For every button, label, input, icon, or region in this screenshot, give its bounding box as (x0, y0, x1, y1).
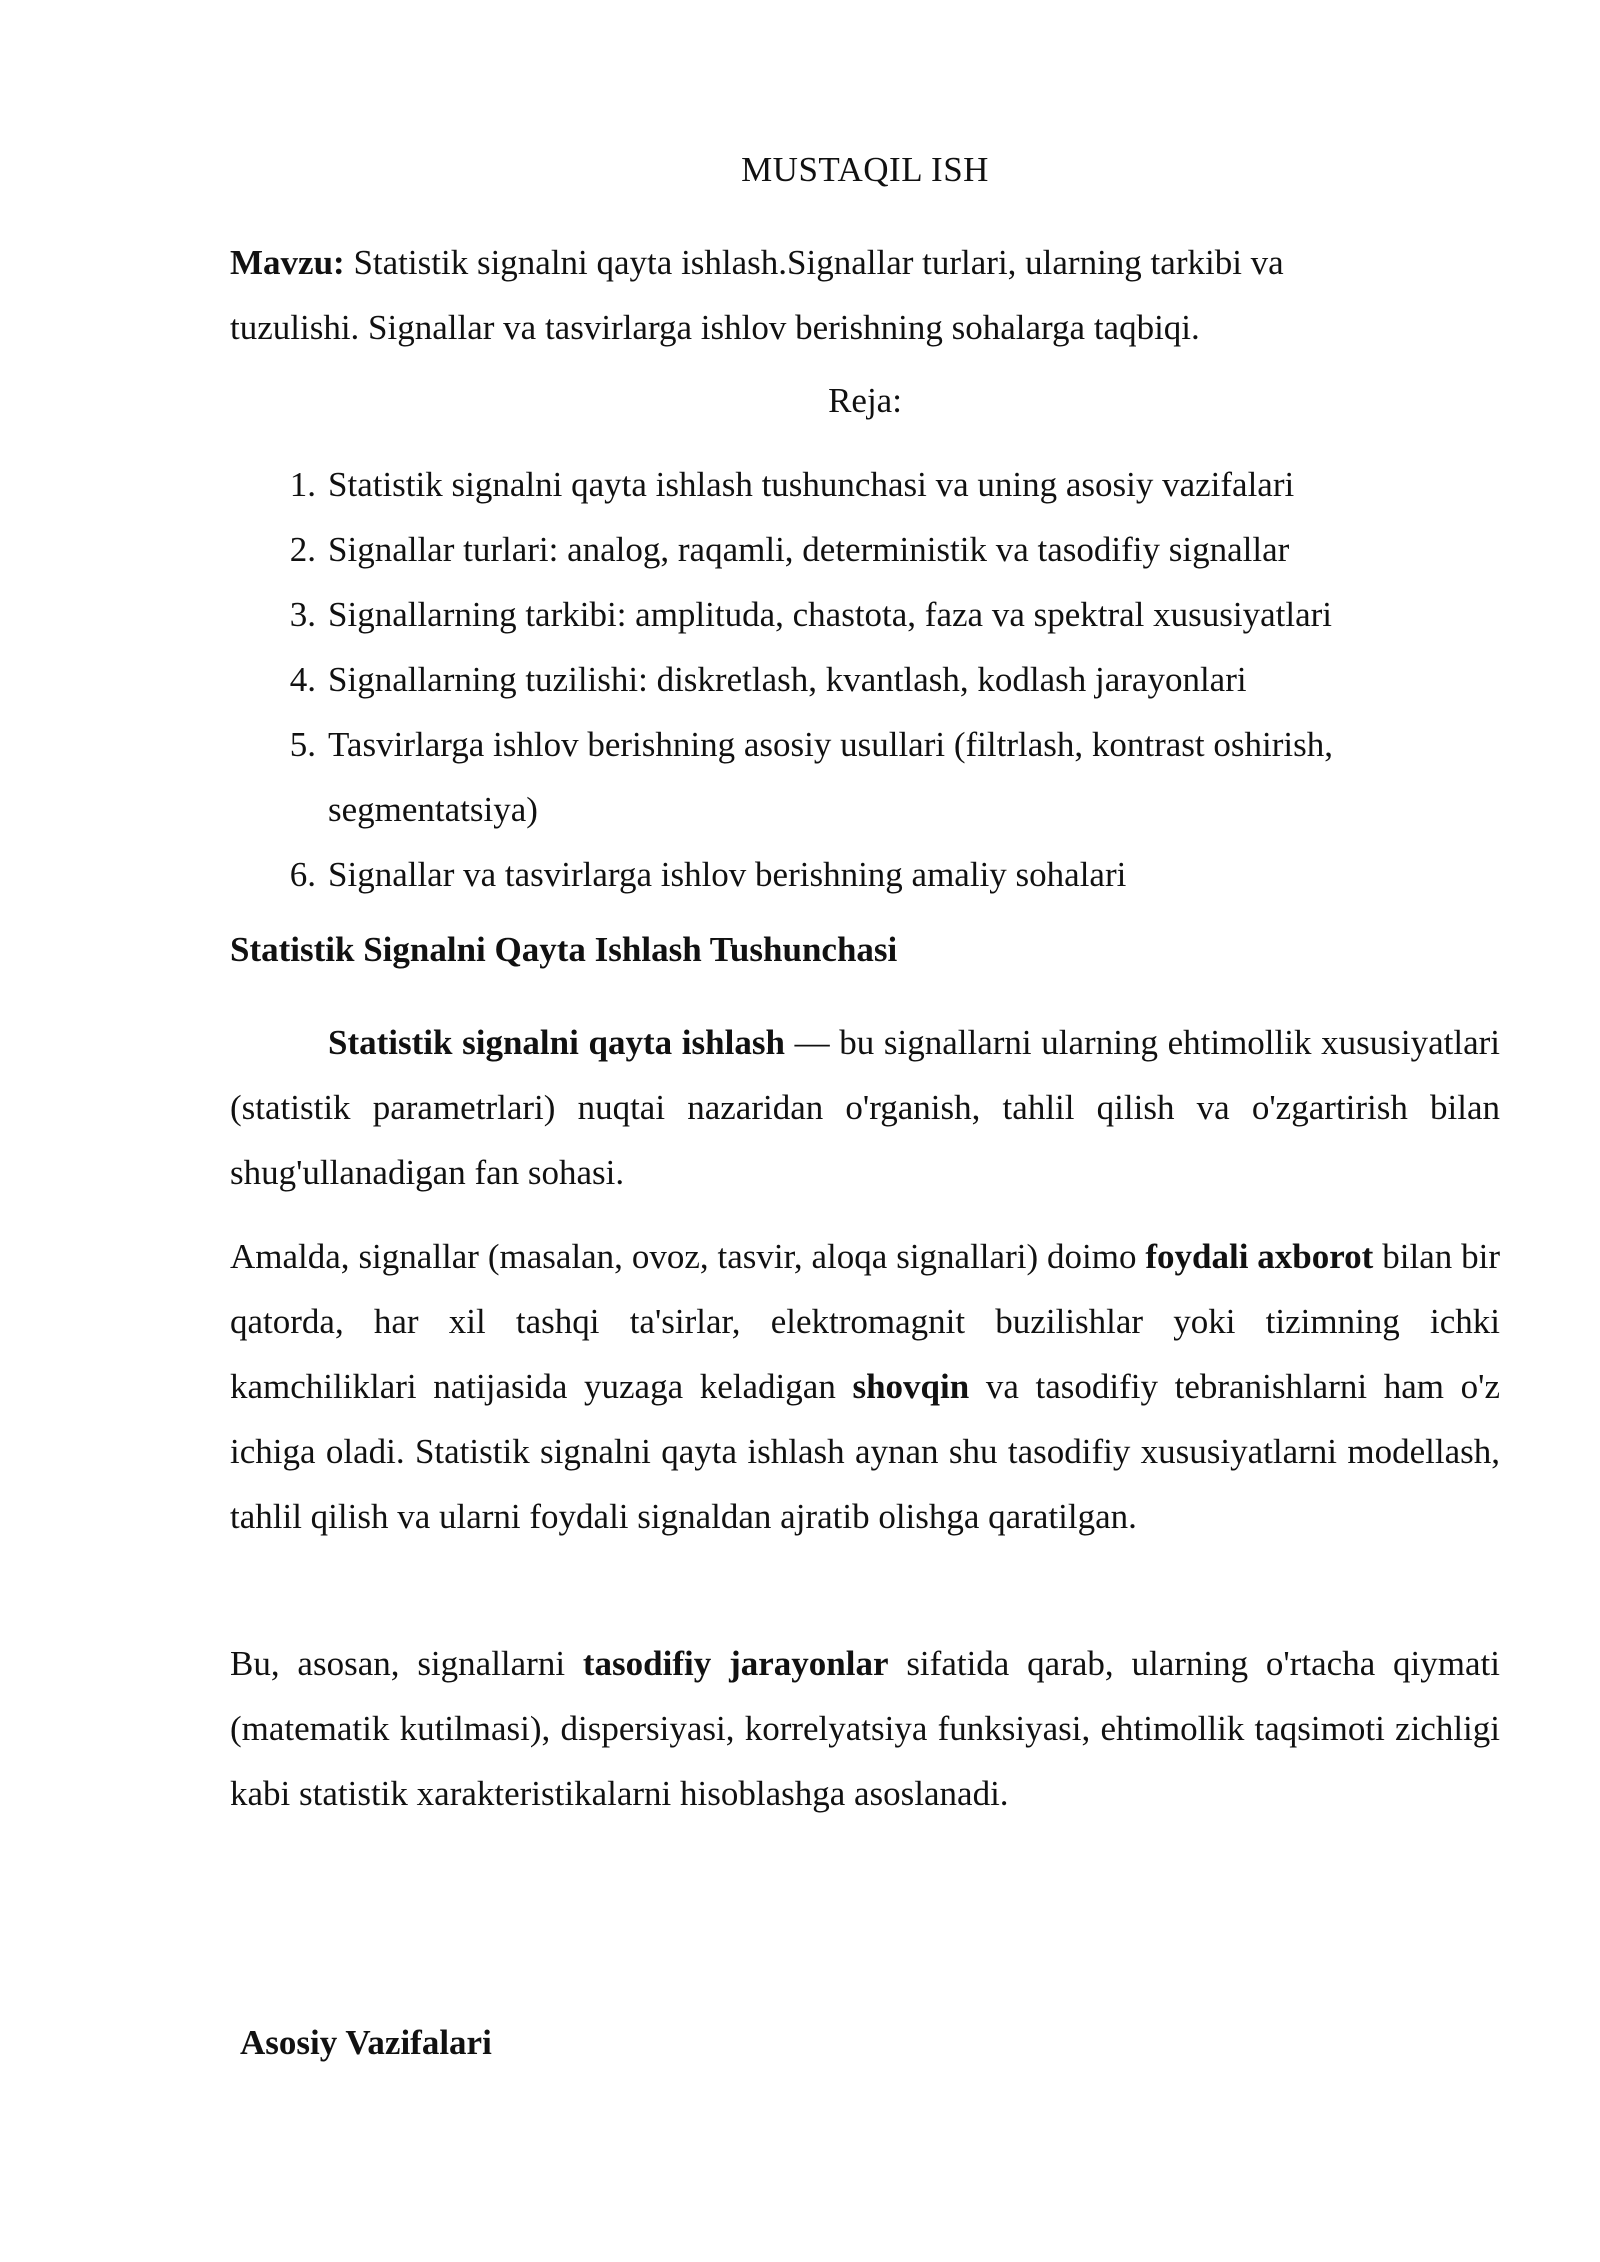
plan-item-number: 1. (289, 465, 316, 504)
plan-item-text: Signallar va tasvirlarga ishlov berishning amaliy sohalari (328, 855, 1127, 894)
definition-term: Statistik signalni qayta ishlash (328, 1023, 785, 1062)
topic-label: Mavzu: (230, 243, 345, 282)
plan-item (230, 452, 1500, 517)
plan-item-number: 2. (289, 530, 316, 569)
tasks-heading: Asosiy Vazifalari (240, 2023, 492, 2062)
paragraph-text: bilan bir qatorda, har xil tashqi ta'sirlar, elektromagnit buzilishlar yoki tizimning ichki kamchiliklari natijasida yuzaga keladigan (230, 1237, 1500, 1406)
paragraph-text: va tasodifiy tebranishlarni ham o'z ichiga oladi. Statistik signalni qayta ishlash aynan shu tasodifiy xususiyatlarni modellash, tahlil qilish va ularni foydali signaldan ajratib olishga qaratilgan. (230, 1367, 1500, 1536)
paragraph-text: Amalda, signallar (masalan, ovoz, tasvir, aloqa signallari) doimo (230, 1237, 1146, 1276)
plan-item-text: Statistik signalni qayta ishlash tushunchasi va uning asosiy vazifalari (328, 465, 1295, 504)
plan-label: Reja: (828, 381, 902, 420)
paragraph-text: sifatida qarab, ularning o'rtacha qiymati (matematik kutilmasi), dispersiyasi, korrelyatsiya funksiyasi, ehtimollik taqsimoti zichligi kabi statistik xarakteristikalarni hisoblashga asoslanadi. (230, 1644, 1500, 1813)
bold-term: foydali axborot (1145, 1237, 1374, 1276)
plan-item (230, 647, 1500, 712)
topic-text: Statistik signalni qayta ishlash.Signallar turlari, ularning tarkibi va tuzulishi. Signallar va tasvirlarga ishlov berishning sohalarga taqbiqi. (230, 243, 1284, 347)
plan-item-text: Tasvirlarga ishlov berishning asosiy usullari (filtrlash, kontrast oshirish, segmentatsiya) (328, 725, 1333, 829)
plan-item-number: 3. (289, 595, 316, 634)
plan-item-number: 6. (289, 855, 316, 894)
definition-text: — bu signallarni ularning ehtimollik xususiyatlari (statistik parametrlari) nuqtai nazaridan o'rganish, tahlil qilish va o'zgartirish bilan shug'ullanadigan fan sohasi. (230, 1023, 1501, 1192)
plan-item-number: 4. (289, 660, 316, 699)
basis-paragraph (230, 1631, 1500, 1826)
plan-list (230, 452, 1500, 907)
plan-item-number: 5. (289, 725, 316, 764)
definition-paragraph (230, 1010, 1500, 1205)
plan-item (230, 842, 1500, 907)
plan-item-text: Signallar turlari: analog, raqamli, deterministik va tasodifiy signallar (328, 530, 1290, 569)
paragraph-text: Bu, asosan, signallarni (230, 1644, 583, 1683)
bold-term: tasodifiy jarayonlar (582, 1644, 889, 1683)
plan-item-text: Signallarning tuzilishi: diskretlash, kvantlash, kodlash jarayonlari (328, 660, 1247, 699)
section-heading: Statistik Signalni Qayta Ishlash Tushunchasi (230, 930, 898, 969)
noise-paragraph (230, 1224, 1500, 1549)
plan-item (230, 517, 1500, 582)
document-title: MUSTAQIL ISH (741, 150, 989, 189)
plan-item (230, 582, 1500, 647)
plan-item (230, 712, 1500, 842)
topic-paragraph (230, 230, 1390, 360)
bold-term: shovqin (852, 1367, 970, 1406)
plan-item-text: Signallarning tarkibi: amplituda, chastota, faza va spektral xususiyatlari (328, 595, 1333, 634)
